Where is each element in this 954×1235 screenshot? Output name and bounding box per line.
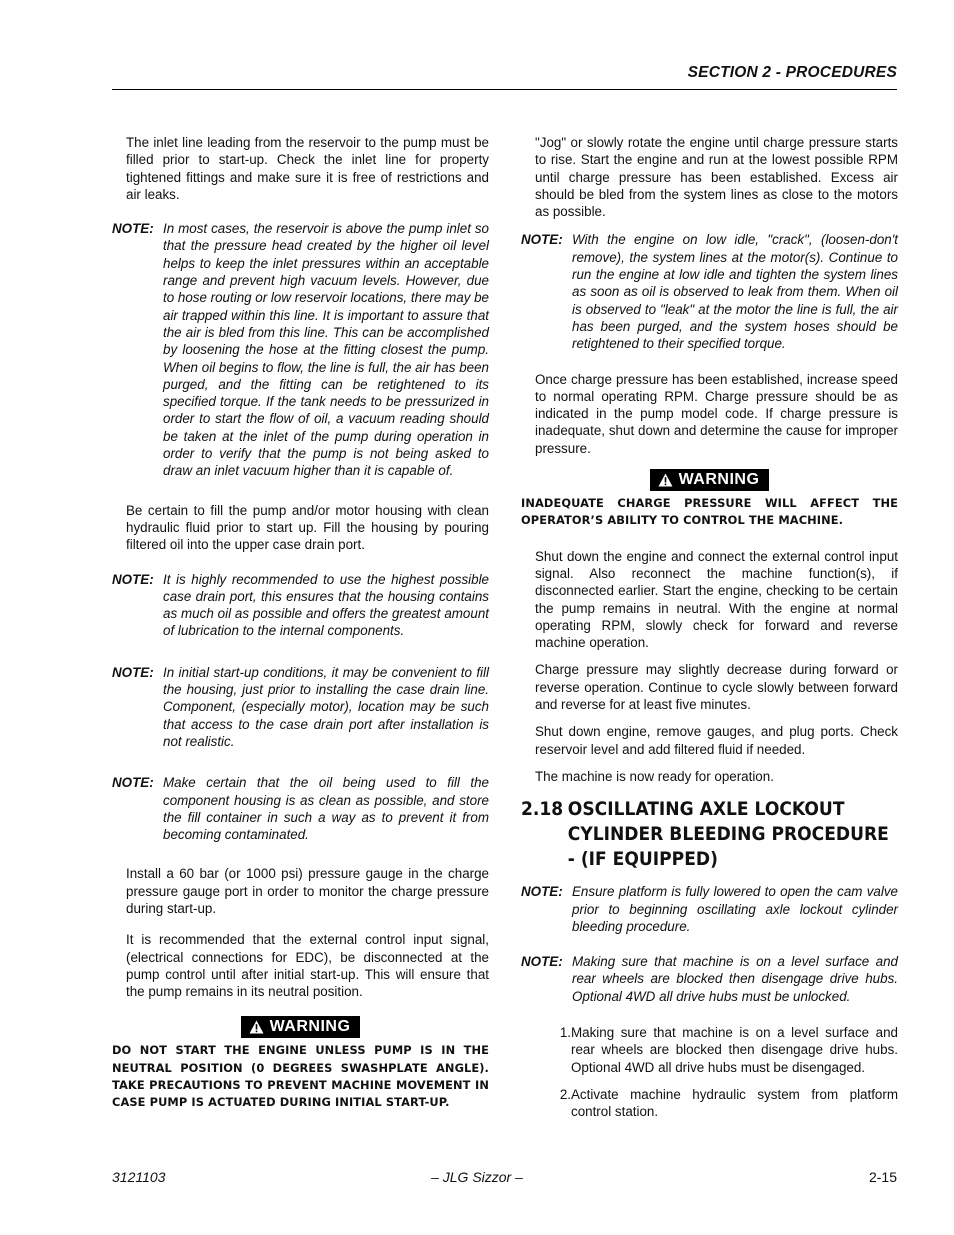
list-number: 2. (559, 1086, 571, 1102)
paragraph-remove-gauges: Shut down engine, remove gauges, and plug ports. Check reservoir level and add filtered fluid if needed. (535, 724, 898, 757)
list-number: 1. (559, 1024, 571, 1040)
note-platform-lowered (521, 883, 898, 935)
paragraph-shut-down-connect: Shut down the engine and connect the external control input signal. Also reconnect the machine function(s), if disconnected earlier. Start the engine, checking to be certain the pump remains in neutral. With the engine at normal operating RPM, slowly check for forward and reverse machine operation. (535, 548, 898, 651)
list-item (521, 1024, 898, 1076)
paragraph-jog-engine: "Jog" or slowly rotate the engine until charge pressure starts to rise. Start the engine and run at the lowest possible RPM until charge pressure has been established. Excess air should be bled from the system lines as close to the motors as possible. (535, 135, 898, 220)
paragraph-charge-pressure: Once charge pressure has been established, increase speed to normal operating RPM. Charge pressure should be as indicated in the pump model code. If charge pressure is inadequate, shut down and determine the cause for improper pressure. (535, 371, 898, 456)
note-label: NOTE: (521, 232, 563, 248)
section-heading (521, 797, 899, 872)
note-reservoir (112, 220, 489, 479)
paragraph-control-signal: It is recommended that the external control input signal, (electrical connections for EDC), be disconnected at the pump control until after initial start-up. This will ensure that the pump remains in its neutral position. (126, 932, 489, 1000)
paragraph-pressure-gauge: Install a 60 bar (or 1000 psi) pressure gauge in the charge pressure gauge port in order to monitor the charge pressure during start-up. (126, 866, 489, 916)
warning-triangle-icon (249, 1020, 264, 1034)
footer-center-title: – JLG Sizzor – (431, 1169, 523, 1185)
note-crack-lines (521, 231, 898, 352)
list-item (521, 1086, 898, 1121)
note-clean-oil (112, 774, 489, 843)
list-text: Making sure that machine is on a level surface and rear wheels are blocked then disengage drive hubs. Optional 4WD all drive hubs must be disengaged. (571, 1024, 898, 1075)
note-text: Make certain that the oil being used to fill the component housing is as clean as possible, and store the fill container in such a way as to prevent it from becoming contaminated. (163, 775, 489, 843)
section-header-title: SECTION 2 - PROCEDURES (687, 64, 897, 81)
note-case-drain (112, 571, 489, 640)
right-column (521, 134, 898, 1120)
paragraph-inlet-line: The inlet line leading from the reservoir to the pump must be filled prior to start-up. Check the inlet line for property tightened fittings and make sure it is free of restrictions and air leaks. (126, 135, 489, 202)
warning-box (112, 1016, 489, 1039)
note-label: NOTE: (112, 221, 154, 237)
warning-box (521, 469, 898, 492)
note-level-surface (521, 953, 898, 1005)
list-text: Activate machine hydraulic system from platform control station. (571, 1086, 898, 1120)
warning-triangle-icon (658, 473, 673, 487)
note-label: NOTE: (112, 664, 154, 680)
warning-text-charge: INADEQUATE CHARGE PRESSURE WILL AFFECT THE OPERATOR’S ABILITY TO CONTROL THE MACHINE. (521, 496, 898, 528)
note-text: Ensure platform is fully lowered to open the cam valve prior to beginning oscillating axle lockout cylinder bleeding procedure. (572, 884, 898, 934)
warning-label (650, 469, 770, 491)
paragraph-charge-decrease: Charge pressure may slightly decrease during forward or reverse operation. Continue to cycle slowly between forward and reverse for at least five minutes. (535, 662, 898, 713)
note-label: NOTE: (521, 954, 563, 970)
warning-text-neutral: DO NOT START THE ENGINE UNLESS PUMP IS IN THE NEUTRAL POSITION (0 DEGREES SWASHPLATE ANGLE). TAKE PRECAUTIONS TO PREVENT MACHINE MOVEMENT IN CASE PUMP IS ACTUATED DURING INITIAL START-UP. (112, 1043, 489, 1110)
note-text: It is highly recommended to use the highest possible case drain port, this ensures that the housing contains as much oil as possible and offers the greatest amount of lubrication to the internal components. (163, 571, 489, 639)
paragraph-fill-housing: Be certain to fill the pump and/or motor housing with clean hydraulic fluid prior to start up. Fill the housing by pouring filtered oil into the upper case drain port. (126, 502, 489, 553)
note-text: In initial start-up conditions, it may be convenient to fill the housing, just prior to installing the case drain line. Component, (especially motor), location may be such that access to the case drain port after installation is not realistic. (163, 664, 489, 749)
note-text: With the engine on low idle, "crack", (loosen-don't remove), the system lines at the motor(s). Continue to run the engine at low idle and tighten the system lines as soon as oil is observed to leak from them. When oil is observed to "leak" at the motor the line is full, the air has been purged, and the system hoses should be retightened to their specified torque. (572, 232, 898, 352)
paragraph-ready: The machine is now ready for operation. (535, 768, 774, 784)
note-initial-startup (112, 664, 489, 750)
warning-label-text: WARNING (269, 1018, 351, 1036)
footer-page-number: 2-15 (868, 1169, 897, 1185)
note-label: NOTE: (521, 884, 563, 900)
header-rule (112, 89, 897, 90)
note-label: NOTE: (112, 571, 154, 587)
warning-label-text: WARNING (678, 471, 760, 489)
footer-doc-number: 3121103 (112, 1169, 166, 1185)
note-text: Making sure that machine is on a level surface and rear wheels are blocked then disengage drive hubs. Optional 4WD all drive hubs must be unlocked. (572, 954, 898, 1004)
left-column (112, 134, 489, 1112)
warning-label (241, 1016, 361, 1038)
section-number: 2.18 (521, 798, 564, 821)
note-text: In most cases, the reservoir is above the pump inlet so that the pressure head created by the higher oil level helps to keep the inlet pressures within an acceptable range and prevent high vacuum levels. However, due to hose routing or low reservoir locations, there may be air trapped within this line. It is important to assure that the air is bled from this line. This can be accomplished by loosening the hose at the fitting closest the pump. When oil begins to flow, the line is full, the air has been purged, and the fitting can be retightened to its specified torque. If the tank needs to be pressurized in order to start the flow of oil, a vacuum reading should be taken at the inlet of the pump during operation in order to verify that the pump is not being asked to draw an inlet vacuum higher than it is capable of. (163, 221, 489, 479)
note-label: NOTE: (112, 775, 154, 791)
section-title: OSCILLATING AXLE LOCKOUT CYLINDER BLEEDING PROCEDURE - (IF EQUIPPED) (567, 798, 889, 871)
